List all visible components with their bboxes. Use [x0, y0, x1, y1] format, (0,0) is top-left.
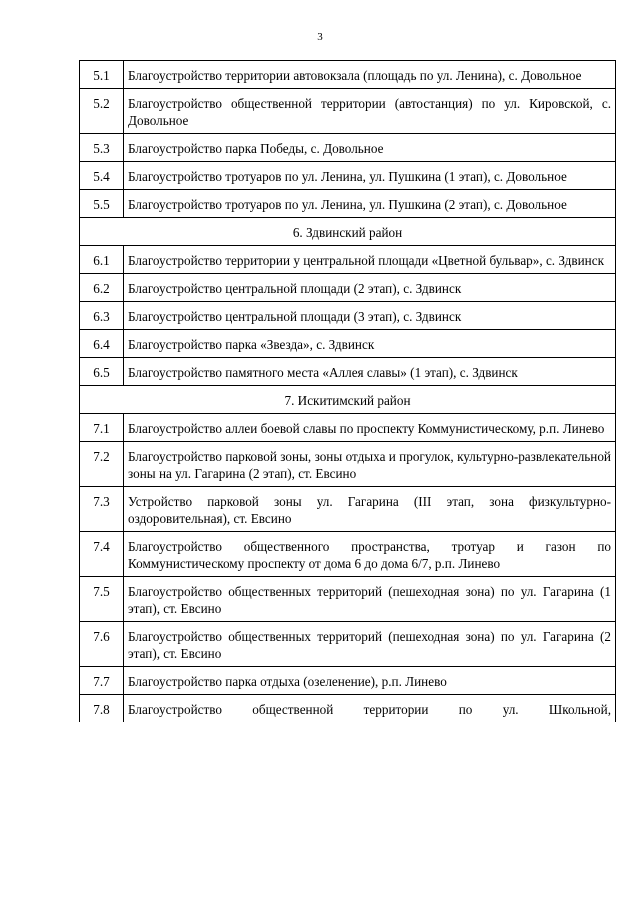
row-number: 5.3 [80, 134, 124, 162]
row-number: 5.2 [80, 89, 124, 134]
row-description: Устройство парковой зоны ул. Гагарина (III этап, зона физкультурно-оздоровительная), ст. Евсино [124, 487, 616, 532]
table-row [80, 274, 616, 302]
row-description: Благоустройство общественных территорий (пешеходная зона) по ул. Гагарина (2 этап), ст. Евсино [124, 622, 616, 667]
row-number: 7.4 [80, 532, 124, 577]
table-row [80, 622, 616, 667]
row-number: 7.5 [80, 577, 124, 622]
row-description: Благоустройство центральной площади (2 этап), с. Здвинск [124, 274, 616, 302]
row-description: Благоустройство парка «Звезда», с. Здвинск [124, 330, 616, 358]
table-row [80, 330, 616, 358]
row-number: 5.1 [80, 61, 124, 89]
row-description: Благоустройство памятного места «Аллея славы» (1 этап), с. Здвинск [124, 358, 616, 386]
row-number: 7.7 [80, 667, 124, 695]
section-header-row [80, 386, 616, 414]
row-number: 6.4 [80, 330, 124, 358]
row-number: 7.6 [80, 622, 124, 667]
table-row [80, 162, 616, 190]
projects-table [79, 60, 616, 722]
row-description: Благоустройство общественной территории (автостанция) по ул. Кировской, с. Довольное [124, 89, 616, 134]
row-number: 7.2 [80, 442, 124, 487]
table-row [80, 190, 616, 218]
row-description: Благоустройство аллеи боевой славы по проспекту Коммунистическому, р.п. Линево [124, 414, 616, 442]
row-number: 6.1 [80, 246, 124, 274]
row-description: Благоустройство общественной территории по ул. Школьной, [124, 695, 616, 723]
row-number: 6.2 [80, 274, 124, 302]
row-description: Благоустройство общественных территорий (пешеходная зона) по ул. Гагарина (1 этап), ст. Евсино [124, 577, 616, 622]
row-description: Благоустройство территории автовокзала (площадь по ул. Ленина), с. Довольное [124, 61, 616, 89]
table-row [80, 358, 616, 386]
page-number: 3 [317, 31, 323, 43]
section-heading: 7. Искитимский район [80, 386, 616, 414]
row-number: 5.4 [80, 162, 124, 190]
table-row [80, 667, 616, 695]
row-number: 5.5 [80, 190, 124, 218]
table-row [80, 414, 616, 442]
section-heading: 6. Здвинский район [80, 218, 616, 246]
row-number: 7.1 [80, 414, 124, 442]
row-description: Благоустройство тротуаров по ул. Ленина, ул. Пушкина (1 этап), с. Довольное [124, 162, 616, 190]
row-description: Благоустройство территории у центральной площади «Цветной бульвар», с. Здвинск [124, 246, 616, 274]
table-row [80, 61, 616, 89]
table-row [80, 134, 616, 162]
row-description: Благоустройство парковой зоны, зоны отдыха и прогулок, культурно-развлекательной зоны на ул. Гагарина (2 этап), ст. Евсино [124, 442, 616, 487]
row-description: Благоустройство парка отдыха (озеленение), р.п. Линево [124, 667, 616, 695]
projects-table-body [80, 61, 616, 723]
row-number: 7.3 [80, 487, 124, 532]
table-row [80, 302, 616, 330]
row-description: Благоустройство общественного пространства, тротуар и газон по Коммунистическому проспекту от дома 6 до дома 6/7, р.п. Линево [124, 532, 616, 577]
row-number: 6.5 [80, 358, 124, 386]
table-row [80, 532, 616, 577]
table-row [80, 695, 616, 723]
table-row [80, 246, 616, 274]
table-row [80, 577, 616, 622]
row-number: 6.3 [80, 302, 124, 330]
row-description: Благоустройство центральной площади (3 этап), с. Здвинск [124, 302, 616, 330]
table-row [80, 442, 616, 487]
section-header-row [80, 218, 616, 246]
row-description: Благоустройство тротуаров по ул. Ленина, ул. Пушкина (2 этап), с. Довольное [124, 190, 616, 218]
row-description: Благоустройство парка Победы, с. Довольное [124, 134, 616, 162]
row-number: 7.8 [80, 695, 124, 723]
table-row [80, 487, 616, 532]
table-row [80, 89, 616, 134]
